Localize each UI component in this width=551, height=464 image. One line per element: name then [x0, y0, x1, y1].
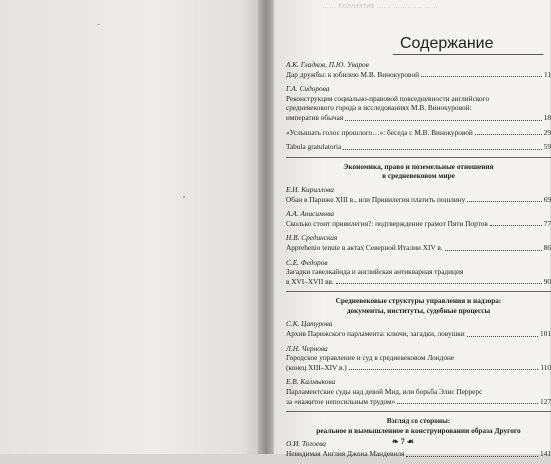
paper-speck	[97, 24, 100, 25]
entry-authors: О.И. Тогоева	[286, 439, 326, 449]
entry-title-line: Реконструкция социально-правовой повседневности английского	[286, 93, 490, 103]
dot-leader	[467, 201, 541, 202]
entry-title-row	[286, 70, 551, 80]
dot-leader	[345, 120, 541, 121]
entry-title-line: Сколько стоит привилегия?: подтверждение грамот Пяти Портов	[286, 218, 488, 228]
section-heading	[286, 416, 551, 435]
entry-title-line: Обан в Париже XIII в., или Привилегия платить пошлину	[286, 194, 466, 204]
toc-entry	[286, 377, 551, 406]
entry-title-row	[286, 219, 551, 229]
dot-leader	[397, 403, 538, 404]
entry-title-row	[286, 329, 551, 339]
entry-title-line: в XVI–XVII вв.	[286, 276, 334, 286]
entry-title-line: Невидимая Англия Джона Мандевиля	[286, 449, 405, 458]
toc-entry	[286, 209, 551, 228]
entry-page-number: 69	[543, 194, 551, 204]
entry-title-row	[286, 195, 551, 205]
page-title: Содержание	[400, 35, 494, 52]
toc-entry	[286, 60, 551, 79]
entry-page-number: 90	[543, 276, 551, 286]
toc-entry	[286, 439, 551, 458]
dot-leader	[349, 369, 539, 370]
entry-authors: С.Е. Федоров	[286, 257, 328, 267]
entry-title-row	[286, 128, 551, 138]
toc-entry	[286, 128, 551, 138]
entry-title-row	[286, 113, 551, 123]
page-number	[392, 437, 414, 446]
toc-entry	[286, 319, 551, 338]
entry-title-line: за «нажитое непосильным трудом»	[286, 396, 396, 406]
entry-page-number: 59	[543, 142, 551, 152]
entry-title-line: Tabula gratulatoria	[286, 142, 342, 152]
section-heading-line: Экономика, право и поземельные отношения	[343, 161, 494, 171]
entry-authors: Г.А. Сидорова	[286, 84, 330, 94]
section-heading	[286, 296, 551, 315]
entry-authors: А.А. Анисимова	[286, 209, 335, 219]
entry-title-line: (конец XIII–XIV в.)	[286, 362, 347, 372]
section-divider	[286, 411, 551, 412]
entry-title-line: Городское управление и суд в средневековом Лондоне	[286, 353, 455, 363]
toc-entry	[286, 344, 551, 373]
toc-entry	[286, 233, 551, 252]
entry-page-number: 110	[540, 362, 551, 372]
entry-authors: С.К. Цатурова	[286, 319, 333, 329]
page-ornament-right: ☙	[406, 437, 414, 446]
entry-title-row	[286, 142, 551, 152]
entry-page-number: 141	[540, 449, 551, 458]
dot-leader	[467, 336, 538, 337]
entry-page-number: 18	[543, 112, 551, 122]
section-heading-line: в средневековом мире	[382, 171, 455, 181]
section-divider	[286, 291, 551, 292]
section-heading-line: Взгляд со стороны:	[386, 416, 451, 426]
dot-leader	[421, 76, 542, 77]
entry-title-row	[286, 277, 551, 287]
entry-page-number: 101	[540, 329, 551, 339]
entry-page-number: 127	[540, 396, 551, 406]
entry-title-line: средневекового города в исследованиях М.В. Винокуровой:	[286, 103, 472, 113]
entry-title-line: «Услышать голос прошлого…»: беседа с М.В. Винокуровой	[286, 127, 473, 137]
entry-page-number: 77	[543, 218, 551, 228]
entry-page-number: 86	[543, 242, 551, 252]
toc-entry	[286, 84, 551, 122]
entry-title-row	[286, 243, 551, 253]
entry-authors: Е.Н. Кириллова	[286, 184, 334, 194]
dot-leader	[336, 283, 542, 284]
entry-title-line: Apprehenio tenute в актах Северной Италии XIV в.	[286, 242, 443, 252]
entry-title-line: Парламентские суды над девой Мид, или борьба Элис Перрерс	[286, 387, 483, 397]
entry-authors: Л.Н. Чернова	[286, 343, 328, 353]
entry-authors: Е.В. Калмыкова	[286, 377, 336, 387]
entry-page-number: 29	[543, 127, 551, 137]
toc-entry	[286, 185, 551, 204]
entry-title-line: Архив Парижского парламента: ключи, загадки, ловушки	[286, 329, 465, 339]
toc-entry	[286, 142, 551, 152]
dot-leader	[406, 456, 538, 457]
entry-title-row	[286, 449, 551, 459]
entry-title-line: Загадки гавелкайнда и английская антикварная традиция	[286, 267, 464, 277]
section-heading-line: документы, институты, судебные процессы	[346, 305, 491, 315]
entry-title-line: императив обычая	[286, 112, 344, 122]
page-ornament-left: ❧	[392, 437, 399, 446]
paper-speck	[183, 196, 185, 198]
dot-leader	[475, 134, 542, 135]
entry-title-line: Дар дружбы: к юбилею М.В. Винокуровой	[286, 69, 420, 79]
section-heading-line: реальное и вымышленное в конструировании образа Другого	[316, 425, 521, 435]
section-heading-line: Средневековые структуры управления и надзора:	[335, 296, 502, 306]
section-divider	[286, 157, 551, 158]
section-heading	[286, 162, 551, 181]
title-underline	[393, 54, 543, 55]
entry-authors: А.К. Гладков, П.Ю. Уваров	[286, 60, 369, 69]
entry-title-row	[286, 397, 551, 407]
dot-leader	[445, 250, 542, 251]
dot-leader	[343, 149, 541, 150]
entry-title-row	[286, 363, 551, 373]
table-of-contents	[286, 60, 551, 464]
dot-leader	[490, 225, 542, 226]
left-page-blank	[0, 0, 262, 454]
entry-authors: Н.В. Срединская	[286, 233, 338, 243]
page-number-value: 7	[400, 437, 405, 446]
toc-entry	[286, 258, 551, 287]
entry-page-number: 11	[543, 69, 551, 79]
bleed-through-text: …… Коллектив …… ………… ……	[322, 3, 439, 10]
